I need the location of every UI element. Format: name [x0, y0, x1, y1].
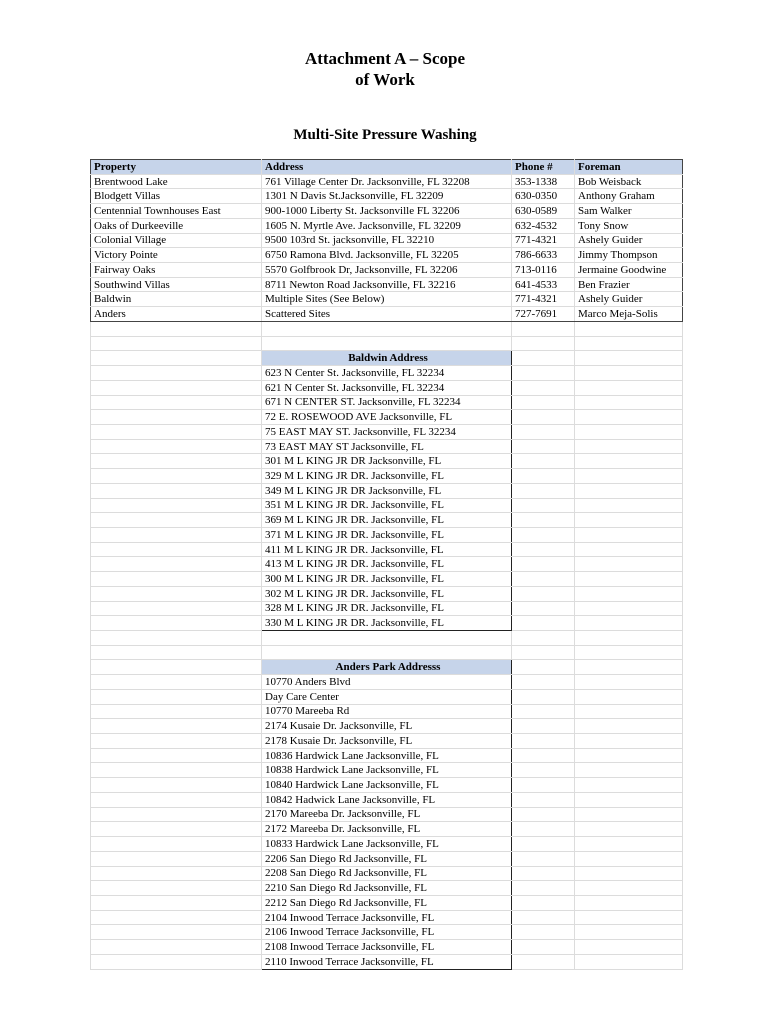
empty-cell	[512, 954, 575, 969]
baldwin-address-row	[91, 557, 683, 572]
document-title	[0, 48, 770, 90]
anders-address-row	[91, 881, 683, 896]
empty-cell	[575, 439, 683, 454]
anders-address-row	[91, 763, 683, 778]
baldwin-address-cell: 73 EAST MAY ST Jacksonville, FL	[262, 439, 512, 454]
empty-cell	[91, 822, 262, 837]
empty-cell	[512, 660, 575, 675]
empty-cell	[512, 822, 575, 837]
baldwin-address-cell: 349 M L KING JR DR Jacksonville, FL	[262, 483, 512, 498]
empty-cell	[512, 616, 575, 631]
header-property: Property	[91, 160, 262, 175]
baldwin-address-row	[91, 527, 683, 542]
property-cell: Blodgett Villas	[91, 189, 262, 204]
empty-cell	[91, 557, 262, 572]
empty-cell	[575, 586, 683, 601]
empty-cell	[91, 410, 262, 425]
baldwin-address-cell: 328 M L KING JR DR. Jacksonville, FL	[262, 601, 512, 616]
baldwin-address-cell: 369 M L KING JR DR. Jacksonville, FL	[262, 513, 512, 528]
empty-cell	[262, 645, 512, 660]
empty-cell	[512, 336, 575, 351]
empty-cell	[575, 704, 683, 719]
anders-address-cell: 2208 San Diego Rd Jacksonville, FL	[262, 866, 512, 881]
empty-cell	[575, 866, 683, 881]
property-cell: Centennial Townhouses East	[91, 204, 262, 219]
anders-address-cell: 2104 Inwood Terrace Jacksonville, FL	[262, 910, 512, 925]
empty-cell	[512, 763, 575, 778]
address-cell: 6750 Ramona Blvd. Jacksonville, FL 32205	[262, 248, 512, 263]
empty-cell	[512, 513, 575, 528]
empty-cell	[91, 366, 262, 381]
address-cell: Scattered Sites	[262, 307, 512, 322]
empty-cell	[575, 631, 683, 646]
phone-cell: 630-0350	[512, 189, 575, 204]
empty-cell	[512, 542, 575, 557]
anders-address-cell: 10838 Hardwick Lane Jacksonville, FL	[262, 763, 512, 778]
baldwin-address-row	[91, 366, 683, 381]
baldwin-address-row	[91, 616, 683, 631]
property-cell: Baldwin	[91, 292, 262, 307]
phone-cell: 727-7691	[512, 307, 575, 322]
address-cell: 8711 Newton Road Jacksonville, FL 32216	[262, 277, 512, 292]
header-row	[91, 160, 683, 175]
empty-cell	[91, 675, 262, 690]
address-cell: 900-1000 Liberty St. Jacksonville FL 32206	[262, 204, 512, 219]
anders-address-cell: 2206 San Diego Rd Jacksonville, FL	[262, 851, 512, 866]
anders-address-row	[91, 734, 683, 749]
anders-address-row	[91, 954, 683, 969]
site-row	[91, 307, 683, 322]
empty-cell	[91, 586, 262, 601]
baldwin-address-row	[91, 601, 683, 616]
empty-cell	[575, 513, 683, 528]
baldwin-address-row	[91, 498, 683, 513]
baldwin-address-cell: 411 M L KING JR DR. Jacksonville, FL	[262, 542, 512, 557]
empty-cell	[575, 645, 683, 660]
anders-address-row	[91, 807, 683, 822]
empty-cell	[512, 424, 575, 439]
baldwin-header-row	[91, 351, 683, 366]
anders-address-cell: Day Care Center	[262, 689, 512, 704]
anders-address-cell: 2174 Kusaie Dr. Jacksonville, FL	[262, 719, 512, 734]
empty-cell	[512, 748, 575, 763]
baldwin-address-row	[91, 542, 683, 557]
foreman-cell: Ashely Guider	[575, 233, 683, 248]
property-cell: Brentwood Lake	[91, 174, 262, 189]
anders-header: Anders Park Addresss	[262, 660, 512, 675]
empty-cell	[575, 483, 683, 498]
empty-cell	[91, 469, 262, 484]
address-cell: Multiple Sites (See Below)	[262, 292, 512, 307]
empty-cell	[512, 704, 575, 719]
phone-cell: 713-0116	[512, 263, 575, 278]
empty-cell	[91, 483, 262, 498]
anders-address-row	[91, 719, 683, 734]
empty-cell	[575, 689, 683, 704]
empty-cell	[512, 895, 575, 910]
property-cell: Colonial Village	[91, 233, 262, 248]
anders-address-row	[91, 778, 683, 793]
empty-cell	[512, 572, 575, 587]
phone-cell: 353-1338	[512, 174, 575, 189]
baldwin-address-cell: 300 M L KING JR DR. Jacksonville, FL	[262, 572, 512, 587]
empty-cell	[91, 336, 262, 351]
empty-cell	[575, 792, 683, 807]
empty-cell	[512, 527, 575, 542]
title-line-1: Attachment A – Scope	[304, 49, 466, 68]
empty-cell	[512, 366, 575, 381]
empty-cell	[512, 792, 575, 807]
address-cell: 5570 Golfbrook Dr, Jacksonville, FL 32206	[262, 263, 512, 278]
empty-cell	[91, 351, 262, 366]
empty-cell	[512, 410, 575, 425]
empty-cell	[91, 454, 262, 469]
empty-cell	[512, 910, 575, 925]
empty-cell	[575, 910, 683, 925]
anders-address-cell: 2210 San Diego Rd Jacksonville, FL	[262, 881, 512, 896]
empty-cell	[512, 778, 575, 793]
empty-cell	[91, 778, 262, 793]
empty-cell	[512, 925, 575, 940]
phone-cell: 641-4533	[512, 277, 575, 292]
site-row	[91, 189, 683, 204]
anders-address-row	[91, 837, 683, 852]
foreman-cell: Sam Walker	[575, 204, 683, 219]
empty-row	[91, 631, 683, 646]
empty-cell	[575, 660, 683, 675]
baldwin-address-cell: 72 E. ROSEWOOD AVE Jacksonville, FL	[262, 410, 512, 425]
anders-address-row	[91, 792, 683, 807]
empty-cell	[91, 866, 262, 881]
empty-cell	[512, 719, 575, 734]
anders-address-cell: 10836 Hardwick Lane Jacksonville, FL	[262, 748, 512, 763]
baldwin-address-cell: 671 N CENTER ST. Jacksonville, FL 32234	[262, 395, 512, 410]
baldwin-address-row	[91, 454, 683, 469]
anders-address-row	[91, 940, 683, 955]
foreman-cell: Jermaine Goodwine	[575, 263, 683, 278]
empty-cell	[91, 925, 262, 940]
empty-cell	[575, 351, 683, 366]
empty-cell	[575, 822, 683, 837]
empty-cell	[512, 498, 575, 513]
empty-cell	[512, 645, 575, 660]
empty-cell	[575, 572, 683, 587]
phone-cell: 786-6633	[512, 248, 575, 263]
empty-cell	[575, 837, 683, 852]
anders-address-cell: 2212 San Diego Rd Jacksonville, FL	[262, 895, 512, 910]
property-cell: Victory Pointe	[91, 248, 262, 263]
empty-cell	[575, 410, 683, 425]
empty-cell	[91, 601, 262, 616]
site-row	[91, 218, 683, 233]
empty-cell	[575, 380, 683, 395]
site-row	[91, 233, 683, 248]
empty-cell	[575, 763, 683, 778]
anders-address-cell: 10770 Anders Blvd	[262, 675, 512, 690]
empty-cell	[91, 734, 262, 749]
baldwin-address-row	[91, 586, 683, 601]
empty-cell	[91, 395, 262, 410]
anders-address-cell: 10840 Hardwick Lane Jacksonville, FL	[262, 778, 512, 793]
empty-cell	[91, 748, 262, 763]
empty-cell	[575, 454, 683, 469]
property-cell: Oaks of Durkeeville	[91, 218, 262, 233]
empty-cell	[512, 586, 575, 601]
empty-cell	[91, 439, 262, 454]
empty-cell	[262, 336, 512, 351]
scope-table	[90, 159, 683, 970]
anders-address-row	[91, 866, 683, 881]
anders-address-cell: 2106 Inwood Terrace Jacksonville, FL	[262, 925, 512, 940]
empty-cell	[575, 542, 683, 557]
foreman-cell: Ashely Guider	[575, 292, 683, 307]
baldwin-address-cell: 413 M L KING JR DR. Jacksonville, FL	[262, 557, 512, 572]
baldwin-address-cell: 351 M L KING JR DR. Jacksonville, FL	[262, 498, 512, 513]
empty-cell	[91, 572, 262, 587]
empty-cell	[512, 866, 575, 881]
anders-address-row	[91, 910, 683, 925]
empty-cell	[512, 321, 575, 336]
empty-cell	[575, 616, 683, 631]
empty-cell	[262, 631, 512, 646]
empty-cell	[575, 557, 683, 572]
empty-row	[91, 321, 683, 336]
empty-cell	[91, 631, 262, 646]
anders-address-cell: 2108 Inwood Terrace Jacksonville, FL	[262, 940, 512, 955]
empty-cell	[512, 395, 575, 410]
property-cell: Fairway Oaks	[91, 263, 262, 278]
document-subtitle: Multi-Site Pressure Washing	[293, 127, 477, 143]
empty-cell	[512, 631, 575, 646]
empty-cell	[575, 527, 683, 542]
empty-cell	[262, 321, 512, 336]
empty-cell	[91, 424, 262, 439]
baldwin-address-row	[91, 424, 683, 439]
empty-cell	[512, 439, 575, 454]
empty-cell	[91, 513, 262, 528]
anders-address-cell: 2172 Mareeba Dr. Jacksonville, FL	[262, 822, 512, 837]
baldwin-address-cell: 75 EAST MAY ST. Jacksonville, FL 32234	[262, 424, 512, 439]
anders-address-cell: 10842 Hadwick Lane Jacksonville, FL	[262, 792, 512, 807]
anders-address-cell: 2110 Inwood Terrace Jacksonville, FL	[262, 954, 512, 969]
baldwin-address-cell: 623 N Center St. Jacksonville, FL 32234	[262, 366, 512, 381]
empty-cell	[91, 542, 262, 557]
site-row	[91, 204, 683, 219]
empty-cell	[91, 792, 262, 807]
empty-cell	[91, 380, 262, 395]
empty-cell	[575, 469, 683, 484]
empty-cell	[91, 895, 262, 910]
empty-cell	[575, 675, 683, 690]
empty-cell	[575, 748, 683, 763]
empty-cell	[512, 851, 575, 866]
address-cell: 1301 N Davis St.Jacksonville, FL 32209	[262, 189, 512, 204]
baldwin-address-row	[91, 469, 683, 484]
anders-address-cell: 2178 Kusaie Dr. Jacksonville, FL	[262, 734, 512, 749]
foreman-cell: Anthony Graham	[575, 189, 683, 204]
anders-header-row	[91, 660, 683, 675]
empty-cell	[512, 557, 575, 572]
empty-cell	[512, 469, 575, 484]
title-line-2: of Work	[355, 70, 415, 89]
empty-cell	[575, 734, 683, 749]
baldwin-address-row	[91, 439, 683, 454]
empty-cell	[91, 807, 262, 822]
baldwin-address-row	[91, 395, 683, 410]
empty-cell	[512, 601, 575, 616]
empty-cell	[91, 616, 262, 631]
baldwin-address-cell: 371 M L KING JR DR. Jacksonville, FL	[262, 527, 512, 542]
anders-address-row	[91, 822, 683, 837]
foreman-cell: Ben Frazier	[575, 277, 683, 292]
empty-row	[91, 336, 683, 351]
address-cell: 9500 103rd St. jacksonville, FL 32210	[262, 233, 512, 248]
empty-cell	[575, 719, 683, 734]
baldwin-address-cell: 302 M L KING JR DR. Jacksonville, FL	[262, 586, 512, 601]
baldwin-address-row	[91, 483, 683, 498]
anders-address-cell: 10833 Hardwick Lane Jacksonville, FL	[262, 837, 512, 852]
empty-cell	[512, 734, 575, 749]
empty-cell	[575, 925, 683, 940]
empty-cell	[575, 321, 683, 336]
empty-cell	[575, 851, 683, 866]
empty-cell	[575, 881, 683, 896]
site-row	[91, 263, 683, 278]
empty-cell	[575, 601, 683, 616]
empty-cell	[575, 807, 683, 822]
empty-cell	[91, 881, 262, 896]
empty-cell	[91, 851, 262, 866]
empty-cell	[91, 837, 262, 852]
empty-cell	[575, 778, 683, 793]
empty-cell	[91, 689, 262, 704]
property-cell: Southwind Villas	[91, 277, 262, 292]
property-cell: Anders	[91, 307, 262, 322]
foreman-cell: Marco Meja-Solis	[575, 307, 683, 322]
empty-cell	[512, 837, 575, 852]
address-cell: 1605 N. Myrtle Ave. Jacksonville, FL 32209	[262, 218, 512, 233]
baldwin-address-cell: 330 M L KING JR DR. Jacksonville, FL	[262, 616, 512, 631]
empty-cell	[575, 954, 683, 969]
empty-cell	[91, 527, 262, 542]
anders-address-row	[91, 704, 683, 719]
header-address: Address	[262, 160, 512, 175]
phone-cell: 771-4321	[512, 292, 575, 307]
empty-cell	[575, 395, 683, 410]
foreman-cell: Jimmy Thompson	[575, 248, 683, 263]
anders-address-row	[91, 851, 683, 866]
anders-address-row	[91, 675, 683, 690]
empty-cell	[575, 895, 683, 910]
baldwin-address-row	[91, 410, 683, 425]
empty-cell	[512, 675, 575, 690]
empty-cell	[512, 940, 575, 955]
empty-cell	[91, 645, 262, 660]
site-row	[91, 174, 683, 189]
empty-cell	[512, 454, 575, 469]
empty-cell	[91, 719, 262, 734]
empty-cell	[575, 424, 683, 439]
phone-cell: 630-0589	[512, 204, 575, 219]
site-row	[91, 248, 683, 263]
anders-address-cell: 10770 Mareeba Rd	[262, 704, 512, 719]
empty-cell	[91, 498, 262, 513]
empty-cell	[91, 940, 262, 955]
baldwin-header: Baldwin Address	[262, 351, 512, 366]
empty-cell	[575, 940, 683, 955]
anders-address-row	[91, 748, 683, 763]
address-cell: 761 Village Center Dr. Jacksonville, FL 32208	[262, 174, 512, 189]
anders-address-cell: 2170 Mareeba Dr. Jacksonville, FL	[262, 807, 512, 822]
empty-cell	[91, 763, 262, 778]
empty-cell	[91, 910, 262, 925]
anders-address-row	[91, 895, 683, 910]
empty-cell	[512, 483, 575, 498]
baldwin-address-row	[91, 572, 683, 587]
phone-cell: 632-4532	[512, 218, 575, 233]
empty-cell	[575, 498, 683, 513]
header-foreman: Foreman	[575, 160, 683, 175]
empty-row	[91, 645, 683, 660]
anders-address-row	[91, 689, 683, 704]
empty-cell	[91, 954, 262, 969]
foreman-cell: Tony Snow	[575, 218, 683, 233]
empty-cell	[512, 689, 575, 704]
empty-cell	[91, 321, 262, 336]
empty-cell	[512, 881, 575, 896]
empty-cell	[91, 660, 262, 675]
baldwin-address-cell: 329 M L KING JR DR. Jacksonville, FL	[262, 469, 512, 484]
baldwin-address-cell: 301 M L KING JR DR Jacksonville, FL	[262, 454, 512, 469]
baldwin-address-row	[91, 380, 683, 395]
empty-cell	[575, 336, 683, 351]
empty-cell	[512, 380, 575, 395]
empty-cell	[512, 351, 575, 366]
foreman-cell: Bob Weisback	[575, 174, 683, 189]
baldwin-address-row	[91, 513, 683, 528]
baldwin-address-cell: 621 N Center St. Jacksonville, FL 32234	[262, 380, 512, 395]
empty-cell	[512, 807, 575, 822]
empty-cell	[575, 366, 683, 381]
phone-cell: 771-4321	[512, 233, 575, 248]
header-phone: Phone #	[512, 160, 575, 175]
anders-address-row	[91, 925, 683, 940]
site-row	[91, 277, 683, 292]
empty-cell	[91, 704, 262, 719]
site-row	[91, 292, 683, 307]
